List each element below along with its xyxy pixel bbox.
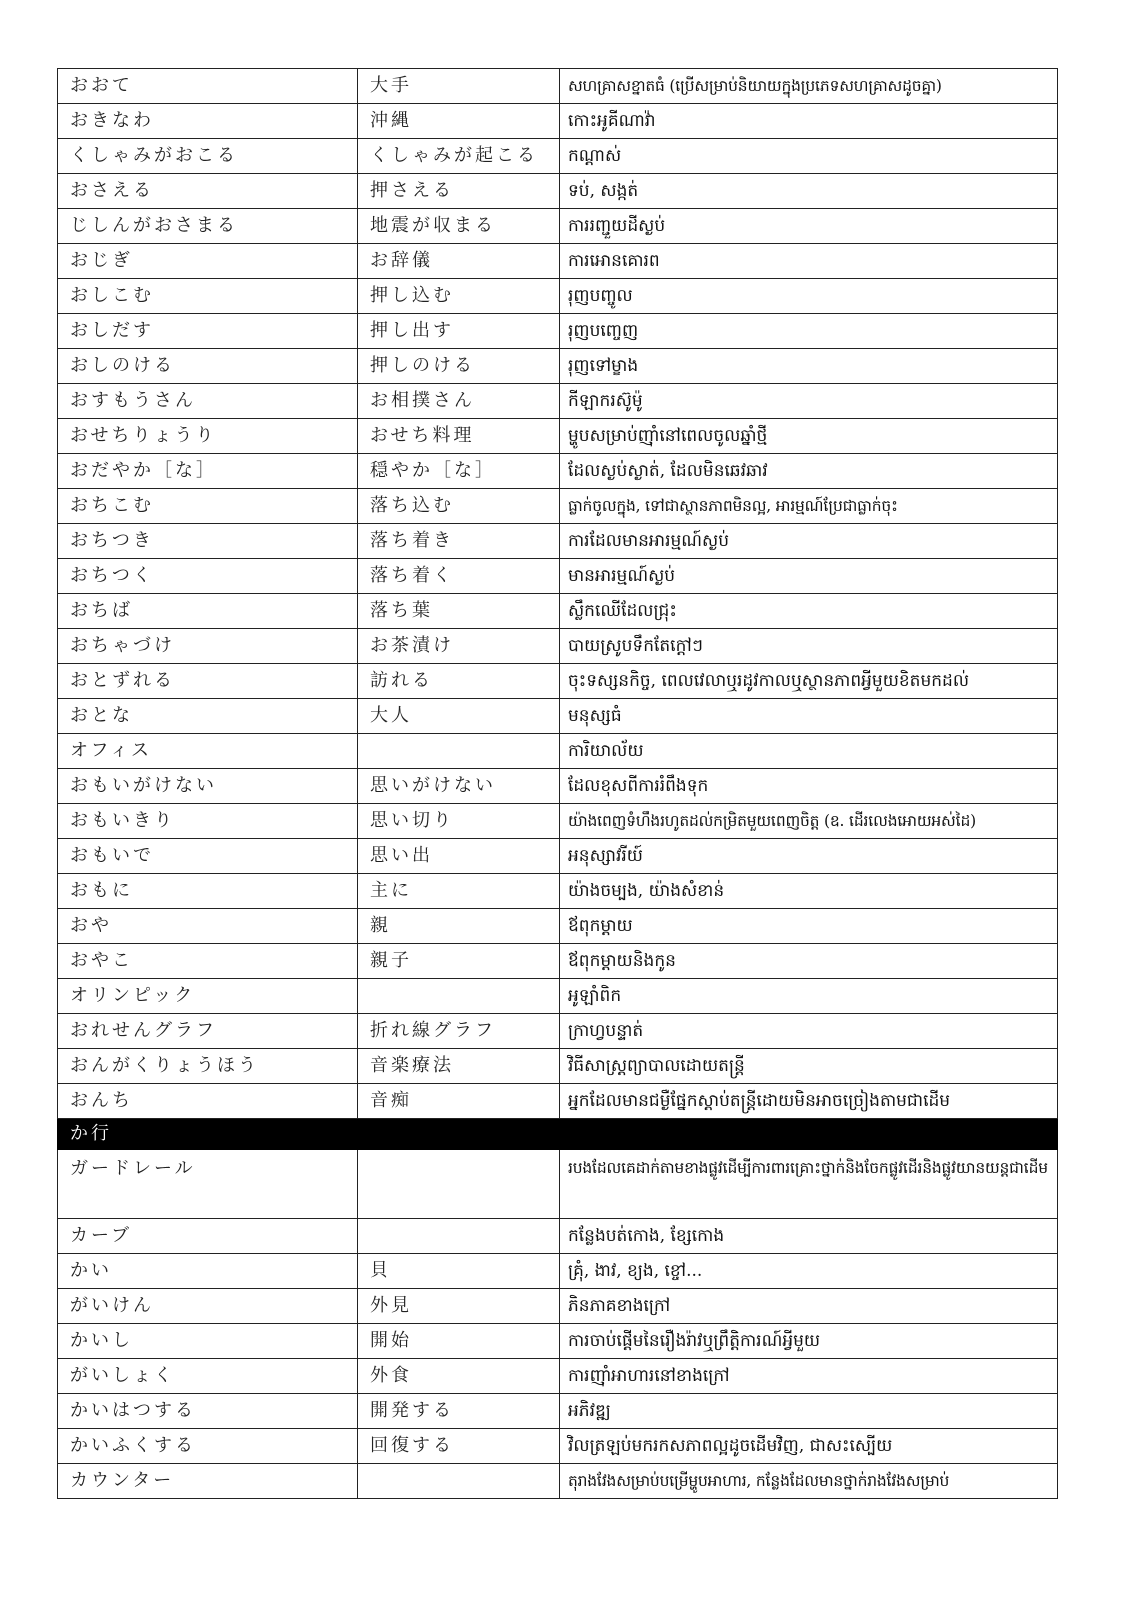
meaning-cell: ការចាប់ផ្ដើមនៃរឿងរ៉ាវឬព្រឹត្តិការណ៍អ្វីមួយ	[560, 1324, 1058, 1359]
vocab-row	[58, 769, 1058, 804]
reading-cell: オフィス	[58, 734, 358, 769]
kanji-cell: くしゃみが起こる	[358, 139, 560, 174]
vocab-row	[58, 1289, 1058, 1324]
vocabulary-page	[57, 68, 1057, 1499]
vocab-row	[58, 524, 1058, 559]
vocab-row	[58, 314, 1058, 349]
meaning-cell: គ្រុំ, ងាវ, ខ្យង, ខ្ចៅ...	[560, 1254, 1058, 1289]
kanji-cell: 思い切り	[358, 804, 560, 839]
meaning-cell: ម្ហូបសម្រាប់ញ៉ាំនៅពេលចូលឆ្នាំថ្មី	[560, 419, 1058, 454]
kanji-cell	[358, 979, 560, 1014]
kanji-cell: 思いがけない	[358, 769, 560, 804]
reading-cell: おもに	[58, 874, 358, 909]
reading-cell: おじぎ	[58, 244, 358, 279]
vocab-row	[58, 594, 1058, 629]
vocab-row	[58, 1219, 1058, 1254]
reading-cell: おもいで	[58, 839, 358, 874]
meaning-cell: អភិវឌ្ឍ	[560, 1394, 1058, 1429]
vocab-row	[58, 874, 1058, 909]
kanji-cell: 回復する	[358, 1429, 560, 1464]
meaning-cell: មនុស្សធំ	[560, 699, 1058, 734]
reading-cell: おんがくりょうほう	[58, 1049, 358, 1084]
meaning-cell: វិធីសាស្ត្រព្យាបាលដោយតន្ត្រី	[560, 1049, 1058, 1084]
meaning-cell: បាយស្រូបទឹកតែក្ដៅៗ	[560, 629, 1058, 664]
meaning-cell: កោះអូគីណាវ៉ា	[560, 104, 1058, 139]
vocab-row	[58, 839, 1058, 874]
meaning-cell: ការិយាល័យ	[560, 734, 1058, 769]
vocabulary-table	[57, 68, 1058, 1499]
meaning-cell: រុញបញ្ចូល	[560, 279, 1058, 314]
vocab-row	[58, 139, 1058, 174]
vocab-row	[58, 944, 1058, 979]
vocab-row	[58, 454, 1058, 489]
reading-cell: おすもうさん	[58, 384, 358, 419]
vocab-row	[58, 104, 1058, 139]
kanji-cell	[358, 734, 560, 769]
vocab-row	[58, 1150, 1058, 1219]
reading-cell: おしだす	[58, 314, 358, 349]
vocab-row	[58, 1359, 1058, 1394]
reading-cell: オリンピック	[58, 979, 358, 1014]
reading-cell: おさえる	[58, 174, 358, 209]
meaning-cell: រុញទៅម្ខាង	[560, 349, 1058, 384]
meaning-cell: យ៉ាងចម្បង, យ៉ាងសំខាន់	[560, 874, 1058, 909]
section-header-label: か行	[58, 1119, 560, 1150]
reading-cell: おしこむ	[58, 279, 358, 314]
vocab-row	[58, 489, 1058, 524]
kanji-cell: 大手	[358, 69, 560, 104]
reading-cell: おだやか［な］	[58, 454, 358, 489]
kanji-cell: 落ち葉	[358, 594, 560, 629]
kanji-cell: 沖縄	[358, 104, 560, 139]
kanji-cell: お相撲さん	[358, 384, 560, 419]
kanji-cell: おせち料理	[358, 419, 560, 454]
kanji-cell: 貝	[358, 1254, 560, 1289]
reading-cell: くしゃみがおこる	[58, 139, 358, 174]
meaning-cell: ទប់, សង្កត់	[560, 174, 1058, 209]
meaning-cell: តុរាងវែងសម្រាប់បម្រើម្ហូបអាហារ, កន្លែងដែលមានថ្នាក់រាងវែងសម្រាប់	[560, 1464, 1058, 1499]
meaning-cell: ដែលស្ងប់ស្ងាត់, ដែលមិនឆេវឆាវ	[560, 454, 1058, 489]
reading-cell: おんち	[58, 1084, 358, 1119]
kanji-cell: 親子	[358, 944, 560, 979]
meaning-cell: រុញបញ្ចេញ	[560, 314, 1058, 349]
meaning-cell: ការរញ្ជួយដីស្ងប់	[560, 209, 1058, 244]
vocab-row	[58, 1429, 1058, 1464]
reading-cell: おちこむ	[58, 489, 358, 524]
kanji-cell: 大人	[358, 699, 560, 734]
reading-cell: かいふくする	[58, 1429, 358, 1464]
kanji-cell: お茶漬け	[358, 629, 560, 664]
meaning-cell: ចុះទស្សនកិច្ច, ពេលវេលាឬរដូវកាលឬស្ថានភាពអ្វីមួយខិតមកដល់	[560, 664, 1058, 699]
kanji-cell: 落ち着き	[358, 524, 560, 559]
vocab-row	[58, 629, 1058, 664]
meaning-cell: វិលត្រឡប់មករកសភាពល្អដូចដើមវិញ, ជាសះស្បើយ	[560, 1429, 1058, 1464]
reading-cell: おや	[58, 909, 358, 944]
kanji-cell: 落ち込む	[358, 489, 560, 524]
kanji-cell: 音楽療法	[358, 1049, 560, 1084]
reading-cell: おちつき	[58, 524, 358, 559]
meaning-cell: យ៉ាងពេញទំហឹងរហូតដល់កម្រិតមួយពេញចិត្ត (ឧ. ដើរលេងអោយអស់ដៃ)	[560, 804, 1058, 839]
reading-cell: カーブ	[58, 1219, 358, 1254]
vocab-row	[58, 1084, 1058, 1119]
reading-cell: おとな	[58, 699, 358, 734]
reading-cell: かいし	[58, 1324, 358, 1359]
kanji-cell: 地震が収まる	[358, 209, 560, 244]
meaning-cell: កណ្ដាស់	[560, 139, 1058, 174]
reading-cell: かい	[58, 1254, 358, 1289]
kanji-cell: 押し出す	[358, 314, 560, 349]
kanji-cell	[358, 1219, 560, 1254]
meaning-cell: ឪពុកម្ដាយ	[560, 909, 1058, 944]
kanji-cell	[358, 1150, 560, 1219]
meaning-cell: ការអោនគោរព	[560, 244, 1058, 279]
vocab-row	[58, 1464, 1058, 1499]
kanji-cell: 訪れる	[358, 664, 560, 699]
reading-cell: じしんがおさまる	[58, 209, 358, 244]
reading-cell: おれせんグラフ	[58, 1014, 358, 1049]
kanji-cell: 親	[358, 909, 560, 944]
vocab-row	[58, 279, 1058, 314]
section-header-row	[58, 1119, 1058, 1150]
meaning-cell: ក្រាហ្វបន្ទាត់	[560, 1014, 1058, 1049]
meaning-cell: របងដែលគេដាក់តាមខាងផ្លូវដើម្បីការពារគ្រោះថ្នាក់និងចែកផ្លូវដើរនិងផ្លូវយានយន្តជាដើម	[560, 1150, 1058, 1219]
vocab-row	[58, 1049, 1058, 1084]
vocab-row	[58, 1394, 1058, 1429]
kanji-cell: 押し込む	[358, 279, 560, 314]
kanji-cell: 外見	[358, 1289, 560, 1324]
kanji-cell: お辞儀	[358, 244, 560, 279]
meaning-cell: អ្នកដែលមានជម្ងឺផ្នែកស្ដាប់តន្ត្រីដោយមិនអាចច្រៀងតាមជាដើម	[560, 1084, 1058, 1119]
meaning-cell: អនុស្សាវរីយ៍	[560, 839, 1058, 874]
reading-cell: おせちりょうり	[58, 419, 358, 454]
vocab-row	[58, 1324, 1058, 1359]
section-header-right	[560, 1119, 1058, 1150]
vocab-row	[58, 699, 1058, 734]
meaning-cell: ឪពុកម្ដាយនិងកូន	[560, 944, 1058, 979]
meaning-cell: កីឡាករស៊ូម៉ូ	[560, 384, 1058, 419]
meaning-cell: ការដែលមានអារម្មណ៍ស្ងប់	[560, 524, 1058, 559]
reading-cell: おちば	[58, 594, 358, 629]
section-ka-header	[58, 1119, 1058, 1150]
kanji-cell: 主に	[358, 874, 560, 909]
reading-cell: おきなわ	[58, 104, 358, 139]
meaning-cell: មានអារម្មណ៍ស្ងប់	[560, 559, 1058, 594]
vocab-row	[58, 804, 1058, 839]
kanji-cell: 押しのける	[358, 349, 560, 384]
vocab-row	[58, 384, 1058, 419]
meaning-cell: ស្លឹកឈើដែលជ្រុះ	[560, 594, 1058, 629]
kanji-cell: 押さえる	[358, 174, 560, 209]
reading-cell: がいしょく	[58, 1359, 358, 1394]
meaning-cell: អូឡាំពិក	[560, 979, 1058, 1014]
kanji-cell: 開始	[358, 1324, 560, 1359]
meaning-cell: កន្លែងបត់កោង, ខ្សែកោង	[560, 1219, 1058, 1254]
reading-cell: おおて	[58, 69, 358, 104]
section-ka-rows	[58, 1150, 1058, 1499]
meaning-cell: សហគ្រាសខ្នាតធំ (ប្រើសម្រាប់និយាយក្នុងប្រភេទសហគ្រាសដូចគ្នា)	[560, 69, 1058, 104]
vocab-row	[58, 559, 1058, 594]
meaning-cell: ដែលខុសពីការរំពឹងទុក	[560, 769, 1058, 804]
reading-cell: かいはつする	[58, 1394, 358, 1429]
vocab-row	[58, 69, 1058, 104]
vocab-row	[58, 174, 1058, 209]
section-a-rows	[58, 69, 1058, 1119]
kanji-cell: 思い出	[358, 839, 560, 874]
meaning-cell: ធ្លាក់ចូលក្នុង, ទៅជាស្ថានភាពមិនល្អ, អារម្មណ៍ប្រែជាធ្លាក់ចុះ	[560, 489, 1058, 524]
meaning-cell: ការញ៉ាំអាហារនៅខាងក្រៅ	[560, 1359, 1058, 1394]
vocab-row	[58, 1014, 1058, 1049]
vocab-row	[58, 979, 1058, 1014]
vocab-row	[58, 1254, 1058, 1289]
vocab-row	[58, 209, 1058, 244]
reading-cell: おもいきり	[58, 804, 358, 839]
kanji-cell: 音痴	[358, 1084, 560, 1119]
kanji-cell: 開発する	[358, 1394, 560, 1429]
reading-cell: おやこ	[58, 944, 358, 979]
kanji-cell: 落ち着く	[358, 559, 560, 594]
vocab-row	[58, 909, 1058, 944]
vocab-row	[58, 349, 1058, 384]
kanji-cell	[358, 1464, 560, 1499]
kanji-cell: 外食	[358, 1359, 560, 1394]
kanji-cell: 穏やか［な］	[358, 454, 560, 489]
meaning-cell: ភិនភាគខាងក្រៅ	[560, 1289, 1058, 1324]
vocab-row	[58, 734, 1058, 769]
reading-cell: カウンター	[58, 1464, 358, 1499]
kanji-cell: 折れ線グラフ	[358, 1014, 560, 1049]
reading-cell: おちつく	[58, 559, 358, 594]
reading-cell: おとずれる	[58, 664, 358, 699]
reading-cell: ガードレール	[58, 1150, 358, 1219]
reading-cell: おもいがけない	[58, 769, 358, 804]
reading-cell: がいけん	[58, 1289, 358, 1324]
reading-cell: おちゃづけ	[58, 629, 358, 664]
vocab-row	[58, 419, 1058, 454]
reading-cell: おしのける	[58, 349, 358, 384]
vocab-row	[58, 244, 1058, 279]
vocab-row	[58, 664, 1058, 699]
